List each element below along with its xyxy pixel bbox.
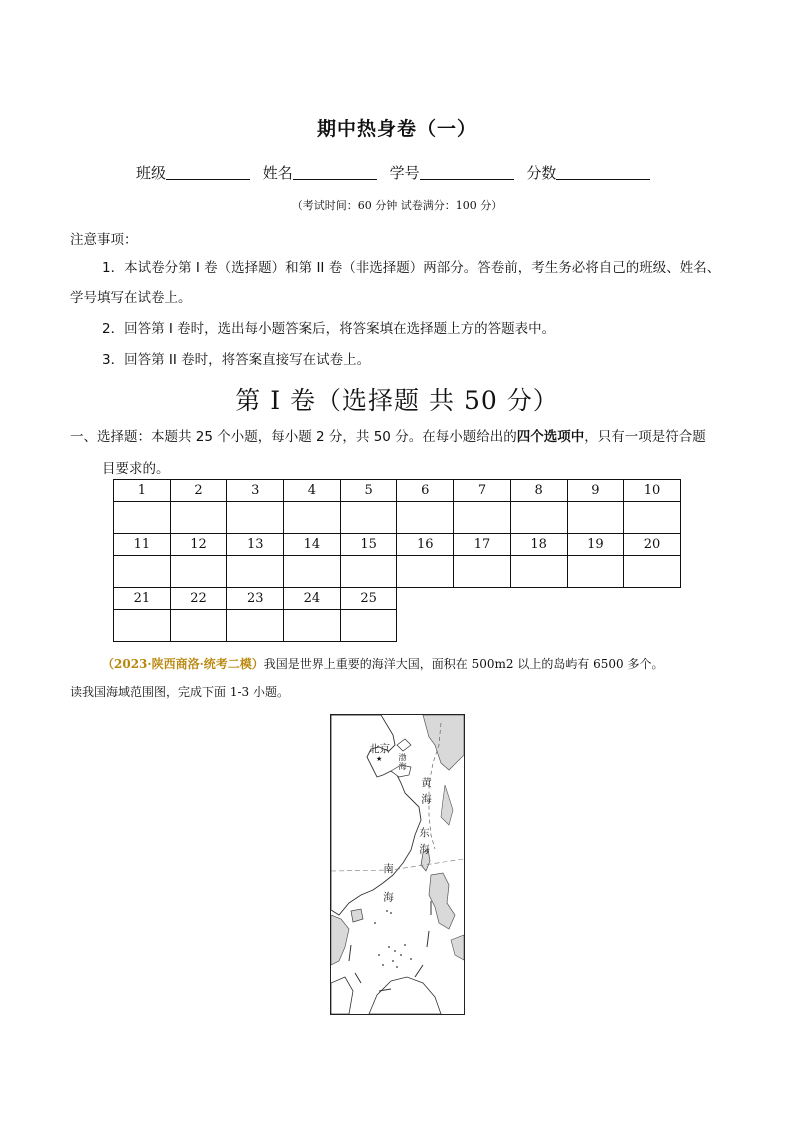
choice-intro-line-2: 目要求的。 — [102, 461, 170, 477]
answer-cell[interactable] — [397, 502, 454, 534]
question-number: 9 — [567, 480, 624, 502]
indochina-shape — [331, 915, 349, 965]
answer-cell[interactable] — [510, 502, 567, 534]
answer-cell[interactable] — [624, 556, 681, 588]
question-number: 25 — [340, 588, 397, 610]
question-number: 24 — [284, 588, 341, 610]
answer-cell[interactable] — [624, 502, 681, 534]
answer-cell[interactable] — [397, 556, 454, 588]
question-number: 5 — [340, 480, 397, 502]
note-item-1-line-1: 1．本试卷分第 I 卷（选择题）和第 II 卷（非选择题）两部分。答卷前，考生务必将自己的班级、姓名、 — [102, 260, 721, 276]
student-info-line — [136, 162, 658, 183]
answer-cell[interactable] — [454, 502, 511, 534]
question-number: 22 — [170, 588, 227, 610]
answer-cell[interactable] — [227, 556, 284, 588]
question-number: 18 — [510, 534, 567, 556]
answer-cell[interactable] — [284, 610, 341, 642]
answer-cell[interactable] — [340, 610, 397, 642]
answer-cell[interactable] — [170, 556, 227, 588]
question-number: 4 — [284, 480, 341, 502]
philippines-shape — [429, 873, 455, 929]
answer-cell[interactable] — [114, 556, 171, 588]
map-label-beijing: 北京 — [369, 743, 390, 755]
answer-number-row — [114, 534, 681, 556]
choice-intro-part-c: ，只有一项是符合题 — [584, 429, 706, 445]
question-number: 8 — [510, 480, 567, 502]
question-number: 12 — [170, 534, 227, 556]
answer-cell-row — [114, 556, 681, 588]
question-number: 17 — [454, 534, 511, 556]
note-item-1-line-2: 学号填写在试卷上。 — [70, 290, 192, 306]
answer-cell[interactable] — [227, 502, 284, 534]
question-number: 6 — [397, 480, 454, 502]
answer-cell[interactable] — [340, 556, 397, 588]
note-item-3: 3．回答第 II 卷时，将答案直接写在试卷上。 — [102, 352, 371, 368]
answer-cell[interactable] — [114, 610, 171, 642]
question-number: 15 — [340, 534, 397, 556]
question-source-line — [102, 655, 663, 672]
name-label: 姓名 — [262, 164, 293, 182]
answer-cell[interactable] — [170, 502, 227, 534]
map-label-huanghai: 黄海 — [420, 777, 432, 810]
note-item-2: 2．回答第 I 卷时，选出每小题答案后，将答案填在选择题上方的答题表中。 — [102, 321, 556, 337]
table-spacer — [397, 610, 680, 642]
korea-peninsula-shape — [423, 715, 464, 770]
score-label: 分数 — [526, 164, 557, 182]
question-number: 14 — [284, 534, 341, 556]
answer-cell[interactable] — [284, 556, 341, 588]
answer-cell[interactable] — [284, 502, 341, 534]
question-number: 11 — [114, 534, 171, 556]
class-blank[interactable] — [166, 164, 250, 180]
answer-cell[interactable] — [227, 610, 284, 642]
exam-meta: （考试时间：60 分钟 试卷满分：100 分） — [291, 199, 503, 212]
map-label-nanhai: 南海 — [382, 863, 394, 920]
liaodong-peninsula-shape — [397, 739, 411, 751]
answer-table — [113, 479, 681, 642]
table-spacer — [397, 588, 680, 610]
borneo-shape — [369, 977, 441, 1014]
mindanao-shape — [451, 935, 464, 960]
choice-intro-bold: 四个选项中 — [516, 429, 585, 445]
name-blank[interactable] — [293, 164, 377, 180]
answer-cell[interactable] — [454, 556, 511, 588]
malay-peninsula-shape — [331, 977, 353, 1014]
answer-cell-row — [114, 502, 681, 534]
japan-island-shape — [441, 785, 453, 825]
beijing-star-icon: ★ — [376, 755, 383, 763]
answer-cell[interactable] — [340, 502, 397, 534]
question-number: 10 — [624, 480, 681, 502]
answer-cell[interactable] — [567, 556, 624, 588]
map-label-donghai: 东海 — [418, 827, 430, 860]
answer-cell[interactable] — [567, 502, 624, 534]
choice-intro-line-1 — [70, 425, 706, 445]
question-source-tag: （2023·陕西商洛·统考二模） — [102, 657, 264, 671]
question-number: 2 — [170, 480, 227, 502]
choice-intro-part-a: 一、选择题：本题共 25 个小题，每小题 2 分，共 50 分。在每小题给出的 — [70, 429, 517, 445]
question-number: 7 — [454, 480, 511, 502]
notes-title: 注意事项： — [70, 232, 138, 248]
section-title: 第 I 卷（选择题 共 50 分） — [235, 386, 559, 415]
question-number: 16 — [397, 534, 454, 556]
student-id-blank[interactable] — [420, 164, 514, 180]
question-number: 3 — [227, 480, 284, 502]
hainan-island-shape — [351, 909, 363, 922]
question-number: 21 — [114, 588, 171, 610]
question-text-line-1: 我国是世界上重要的海洋大国，面积在 500m2 以上的岛屿有 6500 多个。 — [263, 657, 664, 671]
answer-cell[interactable] — [170, 610, 227, 642]
answer-cell-row — [114, 610, 681, 642]
answer-cell[interactable] — [114, 502, 171, 534]
exam-title: 期中热身卷（一） — [316, 118, 477, 140]
question-text-line-2: 读我国海域范围图，完成下面 1-3 小题。 — [70, 685, 289, 699]
question-number: 13 — [227, 534, 284, 556]
map-label-bohai: 渤海 — [398, 753, 407, 771]
question-number: 23 — [227, 588, 284, 610]
china-sea-area-map — [330, 714, 465, 1015]
score-blank[interactable] — [556, 164, 650, 180]
question-number: 20 — [624, 534, 681, 556]
answer-number-row — [114, 480, 681, 502]
answer-cell[interactable] — [510, 556, 567, 588]
question-number: 19 — [567, 534, 624, 556]
class-label: 班级 — [136, 164, 167, 182]
student-id-label: 学号 — [389, 164, 420, 182]
question-number: 1 — [114, 480, 171, 502]
answer-number-row — [114, 588, 681, 610]
